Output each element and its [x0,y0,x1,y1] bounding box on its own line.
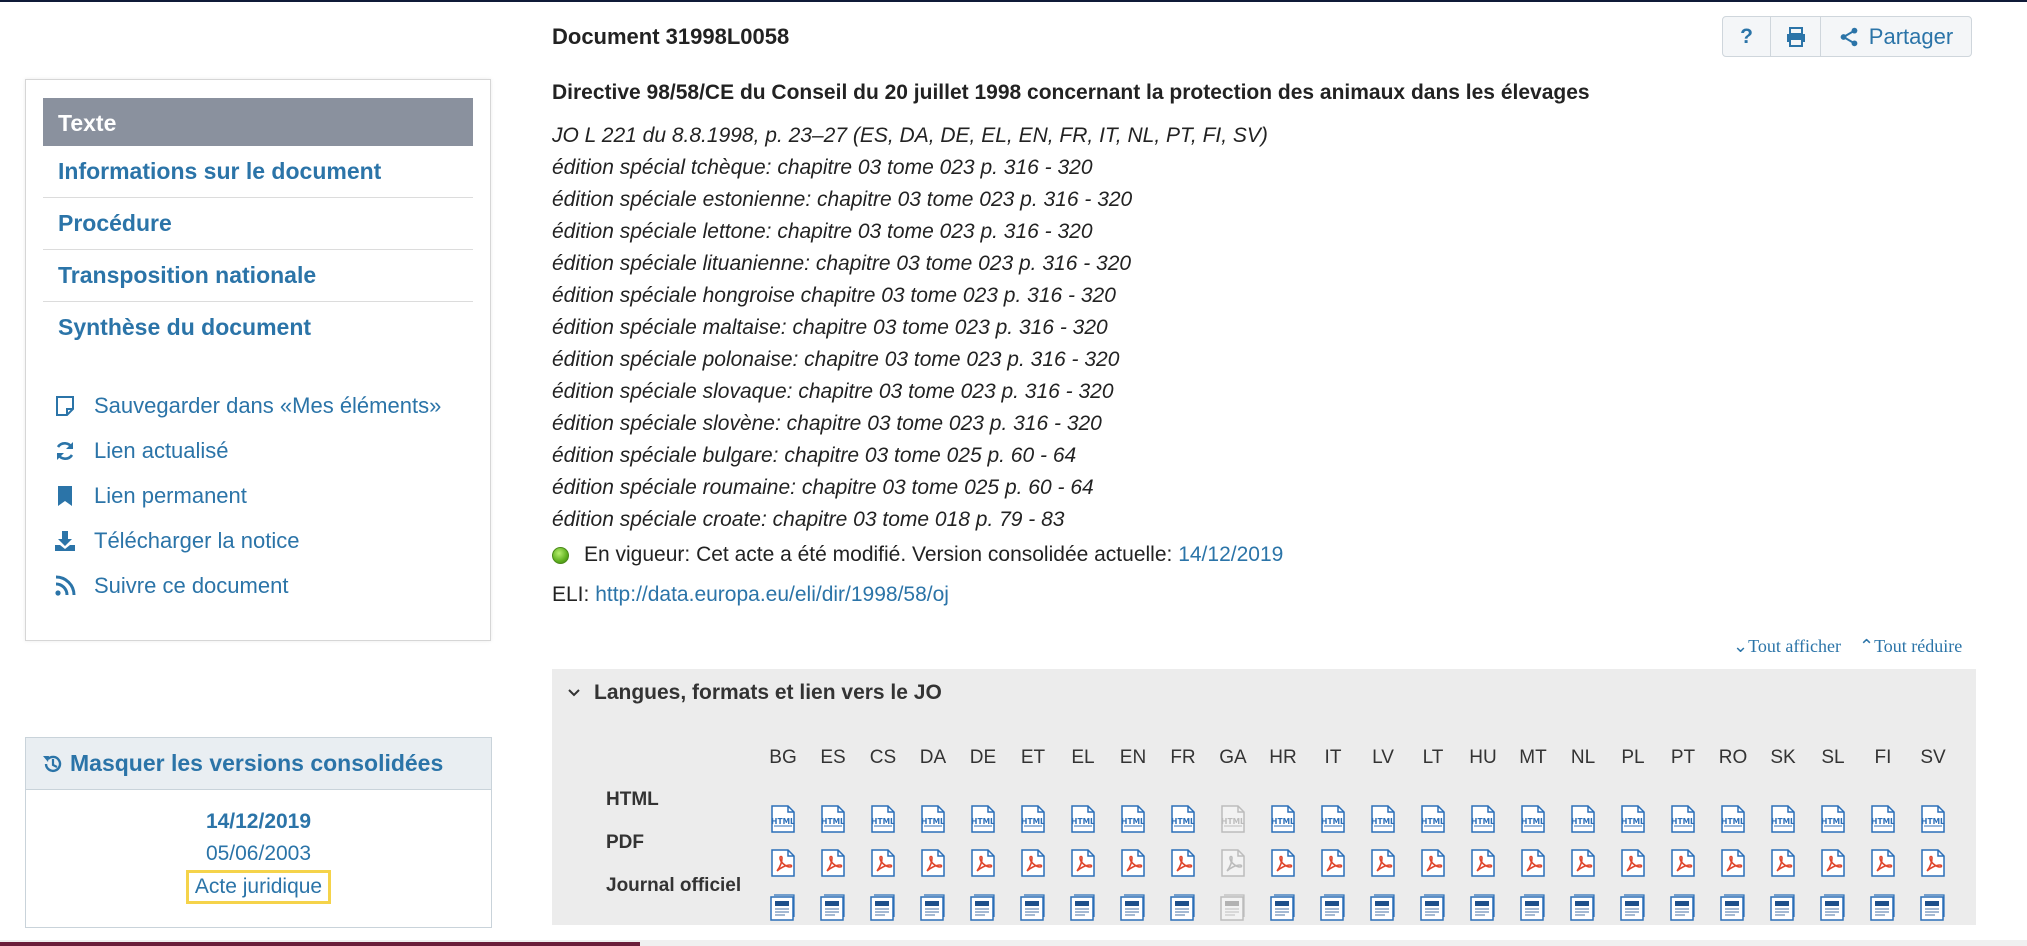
pdf-de-icon[interactable] [970,849,996,877]
html-hu-icon[interactable] [1470,805,1496,833]
consolidated-versions-panel [25,737,492,928]
oj-lt-icon[interactable] [1420,893,1446,921]
nav-item-transposition[interactable]: Transposition nationale [43,250,473,302]
html-sl-icon[interactable] [1820,805,1846,833]
oj-en-icon[interactable] [1120,893,1146,921]
svg-text:HTML: HTML [1171,817,1195,826]
oj-pl-icon[interactable] [1620,893,1646,921]
svg-text:HTML: HTML [1771,817,1795,826]
note-icon [54,395,94,417]
chevrons-up-icon: ⌃ [1858,636,1875,656]
status-text: En vigueur: Cet acte a été modifié. Version consolidée actuelle: [584,543,1173,566]
follow-document-link[interactable] [54,570,288,602]
legal-act-link[interactable]: Acte juridique [186,870,331,904]
language-column-sk: SK [1770,747,1796,768]
language-column-cs: CS [869,747,897,768]
oj-reference-line: JO L 221 du 8.8.1998, p. 23–27 (ES, DA, DE, EL, EN, FR, IT, NL, PT, FI, SV) [552,124,1268,147]
versions-toggle-label: Masquer les versions consolidées [70,750,444,776]
svg-text:HTML: HTML [1821,817,1845,826]
save-to-my-items-link[interactable] [54,390,441,422]
status-green-dot-icon [552,547,569,564]
oj-da-icon[interactable] [920,893,946,921]
oj-hr-icon[interactable] [1270,893,1296,921]
share-button[interactable] [1821,17,1971,56]
expand-collapse-links [1733,636,1962,657]
language-column-sl: SL [1821,747,1845,768]
eli-label: ELI: [552,583,590,606]
pdf-hu-icon[interactable] [1470,849,1496,877]
svg-text:HTML: HTML [971,817,995,826]
oj-pt-icon[interactable] [1670,893,1696,921]
hide-consolidated-versions-toggle[interactable] [26,738,491,790]
oj-reference-line: édition spéciale polonaise: chapitre 03 tome 023 p. 316 - 320 [552,348,1120,371]
tool-label: Télécharger la notice [94,528,300,553]
language-column-en: EN [1119,747,1147,768]
oj-mt-icon[interactable] [1520,893,1546,921]
svg-text:HTML: HTML [1871,817,1895,826]
versions-list [26,790,491,902]
oj-et-icon[interactable] [1020,893,1046,921]
html-sv-icon[interactable] [1920,805,1946,833]
rss-icon [54,575,94,597]
language-column-de: DE [969,747,997,768]
print-button[interactable] [1771,17,1821,56]
print-icon [1785,26,1807,48]
svg-text:HTML: HTML [1571,817,1595,826]
html-en-icon[interactable] [1120,805,1146,833]
language-column-es: ES [820,747,846,768]
language-column-nl: NL [1570,747,1596,768]
pdf-nl-icon[interactable] [1570,849,1596,877]
help-button[interactable]: ? [1723,17,1771,56]
svg-text:HTML: HTML [1721,817,1745,826]
chevrons-down-icon: ⌄ [1733,636,1749,656]
html-pt-icon[interactable] [1670,805,1696,833]
svg-text:HTML: HTML [1071,817,1095,826]
html-lt-icon[interactable] [1420,805,1446,833]
svg-text:HTML: HTML [1421,817,1445,826]
oj-reference-line: édition spéciale lituanienne: chapitre 03 tome 023 p. 316 - 320 [552,252,1132,275]
html-cs-icon[interactable] [870,805,896,833]
oj-reference-line: édition spéciale maltaise: chapitre 03 tome 023 p. 316 - 320 [552,316,1108,339]
tool-label: Lien actualisé [94,438,229,463]
tool-label: Suivre ce document [94,573,289,598]
official-journal-references [552,120,1268,536]
version-current: 14/12/2019 [205,810,312,833]
oj-reference-line: édition spéciale slovaque: chapitre 03 tome 023 p. 316 - 320 [552,380,1114,403]
svg-text:HTML: HTML [1471,817,1495,826]
oj-reference-line: édition spéciale estonienne: chapitre 03 tome 023 p. 316 - 320 [552,188,1133,211]
html-el-icon[interactable] [1070,805,1096,833]
format-row-label-html: HTML [606,789,659,810]
oj-bg-icon[interactable] [770,893,796,921]
languages-section-title: Langues, formats et lien vers le JO [594,681,942,704]
chevron-down-icon [566,685,582,701]
html-sk-icon[interactable] [1770,805,1796,833]
tool-label: Lien permanent [94,483,247,508]
pdf-fi-icon[interactable] [1870,849,1896,877]
top-border [0,0,2027,2]
oj-reference-line: édition spéciale roumaine: chapitre 03 tome 025 p. 60 - 64 [552,476,1094,499]
oj-sl-icon[interactable] [1820,893,1846,921]
pdf-sv-icon[interactable] [1920,849,1946,877]
svg-text:HTML: HTML [1621,817,1645,826]
pdf-es-icon[interactable] [820,849,846,877]
pdf-sk-icon[interactable] [1770,849,1796,877]
nav-item-procedure[interactable]: Procédure [43,198,473,250]
document-nav-panel [25,79,491,641]
oj-ga-icon [1220,893,1246,921]
pdf-et-icon[interactable] [1020,849,1046,877]
language-column-hr: HR [1269,747,1297,768]
oj-sv-icon[interactable] [1920,893,1946,921]
pdf-pt-icon[interactable] [1670,849,1696,877]
download-icon [54,530,94,552]
svg-text:HTML: HTML [1371,817,1395,826]
eli-line [552,583,949,607]
html-nl-icon[interactable] [1570,805,1596,833]
tool-label: Sauvegarder dans «Mes éléments» [94,393,442,418]
html-fr-icon[interactable] [1170,805,1196,833]
svg-text:HTML: HTML [1671,817,1695,826]
nav-item-texte[interactable]: Texte [43,98,473,146]
oj-cs-icon[interactable] [870,893,896,921]
language-column-ga: GA [1219,747,1247,768]
language-column-fr: FR [1170,747,1196,768]
html-bg-icon[interactable] [770,805,796,833]
oj-el-icon[interactable] [1070,893,1096,921]
language-column-fi: FI [1874,747,1892,768]
eli-link[interactable]: http://data.europa.eu/eli/dir/1998/58/oj [595,583,949,606]
pdf-lt-icon[interactable] [1420,849,1446,877]
pdf-en-icon[interactable] [1120,849,1146,877]
oj-de-icon[interactable] [970,893,996,921]
refresh-icon [54,440,94,462]
updated-link[interactable] [54,435,229,467]
svg-text:HTML: HTML [1321,817,1345,826]
pdf-ro-icon[interactable] [1720,849,1746,877]
pdf-cs-icon[interactable] [870,849,896,877]
svg-text:HTML: HTML [1021,817,1045,826]
html-et-icon[interactable] [1020,805,1046,833]
language-column-da: DA [919,747,947,768]
pdf-fr-icon[interactable] [1170,849,1196,877]
consolidated-version-link[interactable]: 14/12/2019 [1178,543,1284,566]
language-column-el: EL [1071,747,1095,768]
pdf-mt-icon[interactable] [1520,849,1546,877]
pdf-ga-icon [1220,849,1246,877]
pdf-it-icon[interactable] [1320,849,1346,877]
oj-reference-line: édition spéciale lettone: chapitre 03 tome 023 p. 316 - 320 [552,220,1093,243]
oj-sk-icon[interactable] [1770,893,1796,921]
language-column-mt: MT [1519,747,1547,768]
collapse-all-link[interactable] [1859,636,1962,657]
oj-ro-icon[interactable] [1720,893,1746,921]
collapse-all-label: Tout réduire [1874,636,1963,656]
svg-text:HTML: HTML [821,817,845,826]
language-column-lt: LT [1422,747,1444,768]
language-column-pt: PT [1670,747,1696,768]
oj-reference-line: édition spéciale slovène: chapitre 03 tome 023 p. 316 - 320 [552,412,1102,435]
svg-text:HTML: HTML [1221,817,1245,826]
svg-text:HTML: HTML [1271,817,1295,826]
pdf-da-icon[interactable] [920,849,946,877]
language-column-ro: RO [1718,747,1748,768]
html-de-icon[interactable] [970,805,996,833]
pdf-hr-icon[interactable] [1270,849,1296,877]
history-icon [42,753,64,775]
nav-item-synthese[interactable]: Synthèse du document [58,314,312,340]
svg-text:HTML: HTML [1521,817,1545,826]
html-pl-icon[interactable] [1620,805,1646,833]
oj-fr-icon[interactable] [1170,893,1196,921]
share-icon [1839,27,1859,47]
pdf-lv-icon[interactable] [1370,849,1396,877]
svg-text:HTML: HTML [921,817,945,826]
show-all-label: Tout afficher [1748,636,1841,656]
html-it-icon[interactable] [1320,805,1346,833]
show-all-link[interactable] [1733,636,1841,657]
oj-reference-line: édition spéciale hongroise chapitre 03 tome 023 p. 316 - 320 [552,284,1116,307]
nav-item-informations[interactable]: Informations sur le document [43,146,473,198]
document-title: Directive 98/58/CE du Conseil du 20 juillet 1998 concernant la protection des animaux dans les élevages [552,81,1590,104]
oj-lv-icon[interactable] [1370,893,1396,921]
oj-reference-line: édition spécial tchèque: chapitre 03 tome 023 p. 316 - 320 [552,156,1093,179]
svg-text:HTML: HTML [871,817,895,826]
language-column-it: IT [1324,747,1342,768]
action-button-group [1722,16,1972,57]
language-column-hu: HU [1469,747,1497,768]
html-ga-icon [1220,805,1246,833]
pdf-pl-icon[interactable] [1620,849,1646,877]
svg-text:HTML: HTML [771,817,795,826]
permanent-link[interactable] [54,480,247,512]
pdf-sl-icon[interactable] [1820,849,1846,877]
html-ro-icon[interactable] [1720,805,1746,833]
html-da-icon[interactable] [920,805,946,833]
language-column-pl: PL [1621,747,1645,768]
oj-it-icon[interactable] [1320,893,1346,921]
language-column-et: ET [1020,747,1046,768]
share-label: Partager [1868,23,1954,49]
oj-hu-icon[interactable] [1470,893,1496,921]
in-force-status [552,543,1283,567]
oj-fi-icon[interactable] [1870,893,1896,921]
html-lv-icon[interactable] [1370,805,1396,833]
html-es-icon[interactable] [820,805,846,833]
svg-text:HTML: HTML [1121,817,1145,826]
html-fi-icon[interactable] [1870,805,1896,833]
language-column-lv: LV [1372,747,1394,768]
oj-nl-icon[interactable] [1570,893,1596,921]
languages-section-toggle[interactable] [566,681,942,705]
pdf-bg-icon[interactable] [770,849,796,877]
html-mt-icon[interactable] [1520,805,1546,833]
language-column-sv: SV [1920,747,1946,768]
format-row-label-pdf: PDF [606,832,644,853]
html-hr-icon[interactable] [1270,805,1296,833]
language-column-bg: BG [769,747,797,768]
oj-es-icon[interactable] [820,893,846,921]
oj-reference-line: édition spéciale croate: chapitre 03 tome 018 p. 79 - 83 [552,508,1065,531]
bottom-scrollbar [0,940,2027,946]
version-2003-link[interactable]: 05/06/2003 [205,842,312,865]
languages-formats-panel [552,669,1976,925]
oj-reference-line: édition spéciale bulgare: chapitre 03 tome 025 p. 60 - 64 [552,444,1077,467]
svg-text:HTML: HTML [1921,817,1945,826]
document-id: Document 31998L0058 [552,24,790,49]
pdf-el-icon[interactable] [1070,849,1096,877]
bookmark-icon [54,485,94,507]
download-notice-link[interactable] [54,525,299,557]
format-row-label-oj: Journal officiel [606,875,742,896]
